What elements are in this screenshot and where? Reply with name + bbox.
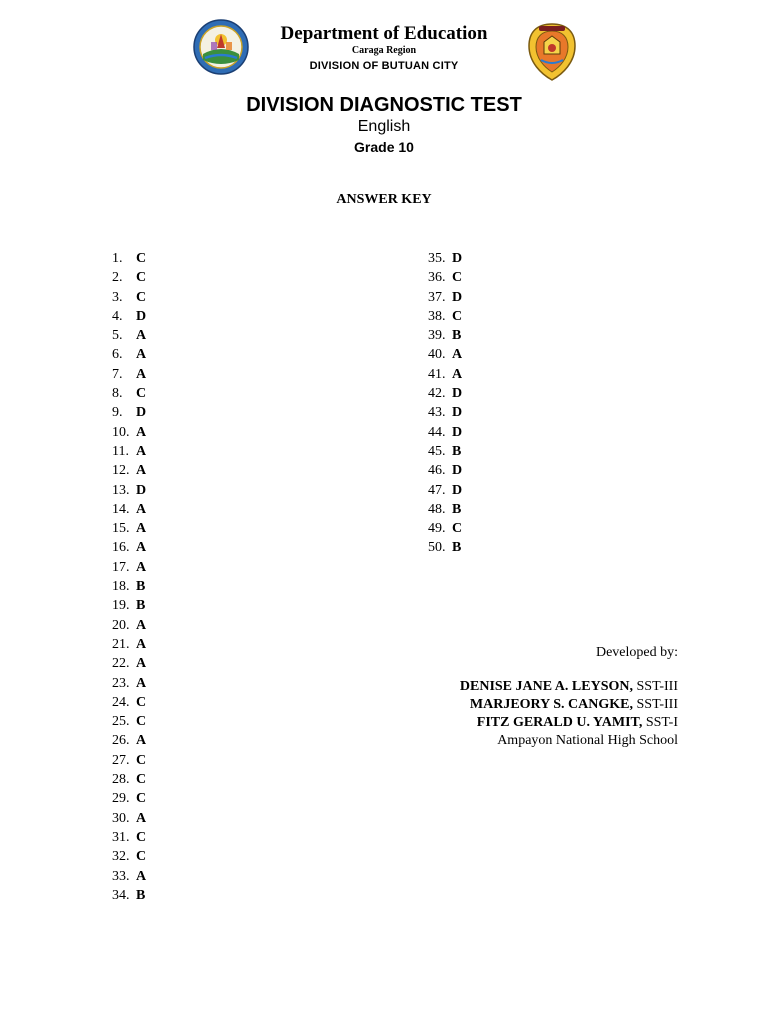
developed-by-label: Developed by:	[595, 645, 678, 660]
item-answer: A	[452, 366, 463, 382]
item-answer: A	[136, 366, 147, 382]
test-title: DIVISION DIAGNOSTIC TEST	[246, 94, 522, 116]
item-number: 14.	[112, 501, 130, 517]
answer-item	[428, 326, 462, 345]
item-answer: A	[136, 521, 147, 537]
item-answer: C	[136, 386, 147, 402]
item-answer: A	[136, 617, 147, 633]
item-answer: A	[136, 810, 147, 826]
item-answer: D	[452, 463, 463, 479]
item-answer: C	[136, 251, 147, 266]
item-answer: D	[452, 386, 463, 402]
answer-item	[112, 712, 146, 731]
answer-item	[112, 867, 146, 886]
answer-item	[112, 384, 146, 403]
answer-item	[112, 481, 146, 500]
answer-item	[428, 519, 462, 538]
item-answer: C	[136, 270, 147, 286]
item-answer: B	[136, 887, 146, 903]
answer-item	[112, 288, 146, 307]
subject-label: English	[357, 118, 411, 135]
item-number: 27.	[112, 752, 130, 768]
item-number: 45.	[428, 443, 446, 459]
item-number: 31.	[112, 829, 130, 845]
item-answer: C	[136, 289, 147, 305]
item-answer: B	[136, 598, 146, 614]
item-answer: A	[136, 868, 147, 884]
item-number: 42.	[428, 386, 446, 402]
answer-item	[428, 384, 462, 403]
answer-item	[112, 789, 146, 808]
item-number: 15.	[112, 521, 130, 537]
answer-item	[112, 616, 146, 635]
answer-item	[428, 403, 462, 422]
item-number: 2.	[112, 270, 123, 286]
item-number: 26.	[112, 733, 130, 749]
item-number: 1.	[112, 251, 123, 266]
answer-item	[112, 519, 146, 538]
item-number: 46.	[428, 463, 446, 479]
item-number: 3.	[112, 289, 123, 305]
answer-item	[112, 307, 146, 326]
item-number: 9.	[112, 405, 123, 421]
item-answer: A	[136, 656, 147, 672]
item-number: 24.	[112, 694, 130, 710]
item-number: 43.	[428, 405, 446, 421]
item-answer: D	[452, 289, 463, 305]
answer-item	[112, 828, 146, 847]
item-answer: C	[136, 752, 147, 768]
item-answer: C	[452, 521, 463, 537]
item-number: 21.	[112, 636, 130, 652]
answer-item	[112, 345, 146, 364]
answer-item	[428, 268, 462, 287]
answer-item	[428, 442, 462, 461]
item-number: 37.	[428, 289, 446, 305]
answer-item	[112, 731, 146, 750]
item-number: 29.	[112, 791, 130, 807]
answer-item	[112, 577, 146, 596]
item-answer: A	[136, 501, 147, 517]
answer-item	[112, 500, 146, 519]
item-number: 10.	[112, 424, 130, 440]
item-number: 17.	[112, 559, 130, 575]
item-number: 50.	[428, 540, 446, 556]
item-answer: C	[136, 772, 147, 788]
item-number: 20.	[112, 617, 130, 633]
item-number: 35.	[428, 251, 446, 266]
item-answer: A	[136, 675, 147, 691]
item-answer: A	[136, 424, 147, 440]
answer-item	[112, 538, 146, 557]
answer-item	[112, 693, 146, 712]
answer-item	[112, 654, 146, 673]
answer-item	[112, 423, 146, 442]
item-number: 28.	[112, 772, 130, 788]
item-answer: C	[136, 791, 147, 807]
division-name: DIVISION OF BUTUAN CITY	[309, 60, 459, 72]
item-answer: C	[136, 694, 147, 710]
answer-item	[112, 809, 146, 828]
item-number: 7.	[112, 366, 123, 382]
answer-item	[112, 635, 146, 654]
item-number: 32.	[112, 849, 130, 865]
item-answer: C	[136, 849, 147, 865]
item-number: 40.	[428, 347, 446, 363]
item-answer: B	[136, 579, 146, 595]
item-number: 48.	[428, 501, 446, 517]
answer-item	[428, 538, 462, 557]
item-number: 11.	[112, 443, 129, 459]
author-line	[460, 696, 678, 714]
item-number: 49.	[428, 521, 446, 537]
item-answer: A	[136, 540, 147, 556]
answer-item	[112, 326, 146, 345]
author-position: SST-III	[636, 679, 678, 694]
author-line	[460, 714, 678, 732]
answer-item	[428, 365, 462, 384]
answer-item	[112, 268, 146, 287]
answer-item	[112, 365, 146, 384]
item-number: 25.	[112, 714, 130, 730]
answer-item	[428, 461, 462, 480]
author-position: SST-I	[645, 715, 678, 730]
credits-block	[460, 643, 678, 750]
answer-item	[112, 674, 146, 693]
answer-item	[428, 423, 462, 442]
author-position: SST-III	[636, 697, 678, 712]
answer-item	[428, 345, 462, 364]
item-answer: A	[136, 733, 147, 749]
answer-list-right	[428, 249, 462, 558]
item-number: 4.	[112, 308, 123, 324]
author-name: FITZ GERALD U. YAMIT,	[476, 715, 643, 730]
school-name: Ampayon National High School	[497, 733, 678, 748]
answer-item	[428, 249, 462, 268]
answer-item	[428, 481, 462, 500]
answer-item	[112, 461, 146, 480]
answer-item	[112, 847, 146, 866]
answer-item	[112, 442, 146, 461]
item-number: 12.	[112, 463, 130, 479]
answer-item	[112, 596, 146, 615]
answer-item	[112, 249, 146, 268]
item-answer: D	[452, 405, 463, 421]
item-answer: A	[136, 443, 147, 459]
item-number: 33.	[112, 868, 130, 884]
item-number: 47.	[428, 482, 446, 498]
item-number: 22.	[112, 656, 130, 672]
item-answer: A	[136, 328, 147, 344]
answer-key-heading: ANSWER KEY	[336, 192, 432, 207]
answer-item	[112, 770, 146, 789]
item-answer: D	[136, 405, 147, 421]
answer-item	[112, 558, 146, 577]
item-number: 5.	[112, 328, 123, 344]
answer-list-left	[112, 249, 146, 905]
region-name: Caraga Region	[351, 45, 417, 56]
item-number: 36.	[428, 270, 446, 286]
item-answer: A	[136, 636, 147, 652]
item-answer: D	[452, 251, 463, 266]
item-number: 30.	[112, 810, 130, 826]
item-number: 6.	[112, 347, 123, 363]
item-answer: A	[136, 559, 147, 575]
answer-item	[112, 403, 146, 422]
item-answer: D	[136, 308, 147, 324]
item-number: 39.	[428, 328, 446, 344]
item-answer: C	[136, 829, 147, 845]
item-answer: D	[136, 482, 147, 498]
item-answer: C	[452, 270, 463, 286]
item-number: 34.	[112, 887, 130, 903]
item-number: 13.	[112, 482, 130, 498]
department-name: Department of Education	[280, 23, 488, 44]
item-answer: A	[136, 347, 147, 363]
author-name: DENISE JANE A. LEYSON,	[459, 679, 633, 694]
item-number: 18.	[112, 579, 130, 595]
grade-label: Grade 10	[354, 139, 414, 155]
item-answer: C	[452, 308, 463, 324]
answer-item	[428, 307, 462, 326]
item-answer: B	[452, 501, 462, 517]
answer-item	[428, 288, 462, 307]
item-number: 44.	[428, 424, 446, 440]
item-answer: D	[452, 424, 463, 440]
item-number: 41.	[428, 366, 446, 382]
author-line	[460, 678, 678, 696]
item-answer: D	[452, 482, 463, 498]
item-answer: A	[136, 463, 147, 479]
item-answer: B	[452, 443, 462, 459]
item-answer: C	[136, 714, 147, 730]
item-answer: A	[452, 347, 463, 363]
item-answer: B	[452, 540, 462, 556]
item-number: 16.	[112, 540, 130, 556]
answer-item	[428, 500, 462, 519]
item-number: 38.	[428, 308, 446, 324]
item-number: 23.	[112, 675, 130, 691]
answer-item	[112, 886, 146, 905]
answer-item	[112, 751, 146, 770]
item-number: 19.	[112, 598, 130, 614]
author-name: MARJEORY S. CANGKE,	[469, 697, 633, 712]
item-number: 8.	[112, 386, 123, 402]
item-answer: B	[452, 328, 462, 344]
